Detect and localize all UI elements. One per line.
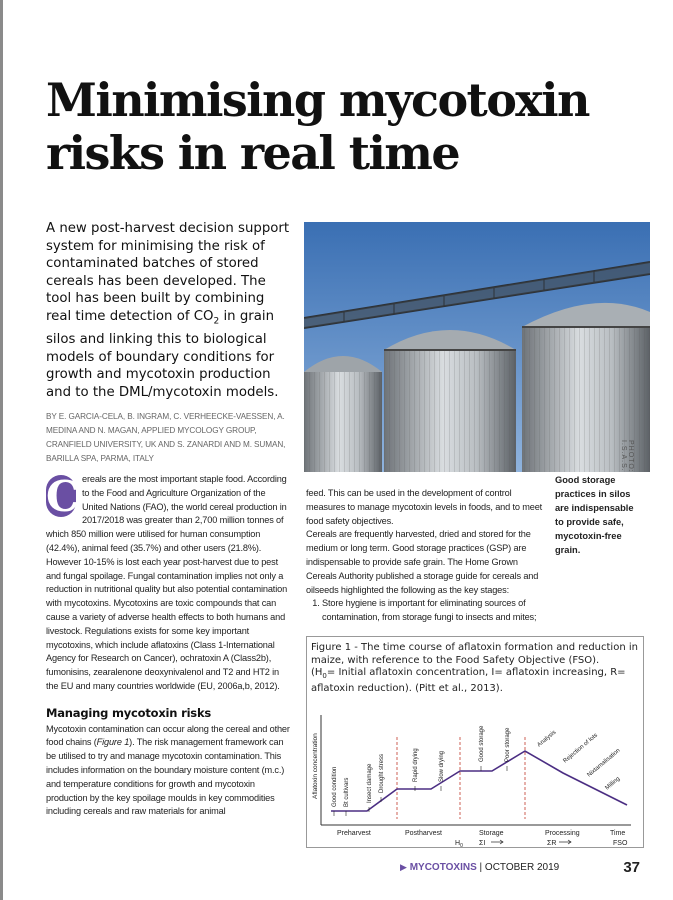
event-label: Good condition (332, 766, 338, 807)
body-paragraph-1: ereals are the most important staple food. According to the Food and Agriculture Organization of the United Nations (FAO), the world cereal production in 2017/2018 was greater than 2,700 million tonnes of which 850 million were utilised for human consumption (42.4%), animal feed (35.7%) and other users (21.8%). However 10-15% is lost each year post-harvest due to pest and fungal spoilage. Fungal contamination implies not only a reduction in nutritional quality but also potential contamination with mycotoxins. Mycotoxins are toxic compounds that can cause a variety of adverse health effects to both humans and livestock. Regulations exists for some key important mycotoxins, which include aflatoxins (Class 1-International Agency for Research on Cancer), ochratoxin A (Class2b), fumonisins, zearalenone deoxynivalenol and T2 and HT2 in the EU and many countries worldwide (EU, 2006a,b, 2012). (46, 474, 288, 691)
figure-reference: Figure 1 (96, 737, 130, 748)
intro-text-cont: in grain silos and linking this to biological models of boundary conditions for growth and mycotoxin production and to the DML/mycotoxin models. (46, 308, 279, 400)
list-item: 1. Store hygiene is important for eliminating sources of contamination, from storage fungi to insects and mites; (322, 597, 550, 625)
figure-1 (306, 636, 644, 848)
event-label: Insect damage (367, 763, 373, 803)
body-paragraph-3: feed. This can be used in the development of control measures to manage mycotoxin levels in foods, and to meet food safety objectives. (306, 488, 543, 526)
event-label: Rapid drying (413, 748, 419, 782)
sum-i-label: ΣI (479, 840, 486, 847)
event-label: Slow drying (439, 750, 445, 782)
section-heading: Managing mycotoxin risks (46, 705, 212, 720)
event-label: Poor storage (505, 727, 511, 762)
caption-text: (H (311, 667, 323, 679)
event-label: Drought stress (379, 753, 385, 793)
p2-text-cont: ). The risk management framework can be utilised to try and manage mycotoxin contamination. This includes information on the boundary moisture content (m.c.) and temperature conditions for growth and mycotoxin production by the key spoilage moulds in key commodities including cereals and raw materials for animal (46, 737, 285, 817)
figure-caption (307, 637, 643, 695)
issue-date: OCTOBER 2019 (484, 862, 560, 873)
sum-r-label: ΣR (547, 840, 557, 847)
p2-text: Mycotoxin contamination can occur along the cereal and other food chains ( (46, 723, 290, 748)
magazine-section: MYCOTOXINS (409, 862, 477, 873)
column-1 (46, 473, 290, 819)
key-stages-list (306, 597, 550, 625)
fso-label: FSO (613, 840, 628, 847)
page-edge-bar (0, 0, 3, 900)
body-paragraph-2 (46, 723, 290, 820)
page-number: 37 (623, 859, 640, 876)
caption-line-1: Figure 1 - The time course of aflatoxin formation and reduction in maize, with reference to the Food Safety Objective (FSO). (311, 642, 638, 666)
caption-text-cont: = Initial aflatoxin concentration, I= aflatoxin increasing, R= aflatoxin reduction). (Pitt et al., 2013). (311, 667, 626, 694)
stage-label: Processing (545, 830, 580, 837)
stage-label: Preharvest (337, 830, 371, 837)
silo-illustration (304, 222, 650, 472)
silo-photo (304, 222, 650, 472)
article-intro (46, 220, 292, 402)
triangle-icon: ▶ (400, 862, 407, 872)
event-label: Milling (604, 775, 622, 792)
drop-cap: C (46, 472, 80, 521)
article-title (46, 74, 646, 180)
event-label: Rejection of lots (562, 732, 599, 765)
h0-label: $H_0$ (455, 840, 463, 847)
caption-subscript: 0 (322, 672, 327, 681)
y-axis-label: Aflatoxin concentration (312, 733, 319, 799)
event-label: Nixtamalisation (586, 747, 622, 779)
column-2 (306, 487, 550, 625)
stage-label: Postharvest (405, 830, 442, 837)
stage-label: Storage (479, 830, 504, 837)
title-line-1: Minimising mycotoxin (46, 73, 589, 127)
footer-separator: | (479, 862, 485, 873)
author-byline: BY E. GARCIA-CELA, B. INGRAM, C. VERHEECKE-VAESSEN, A. MEDINA AND N. MAGAN, APPLIED MYCOLOGY GROUP, CRANFIELD UNIVERSITY, UK AND S. ZANARDI AND M. SUMAN, BARILLA SPA, PARMA, ITALY (46, 412, 286, 463)
page-footer (400, 859, 640, 876)
intro-subscript: 2 (213, 316, 220, 327)
event-label: Good storage (479, 725, 485, 762)
aflatoxin-diagram (307, 707, 643, 847)
stage-label: Time (610, 830, 626, 837)
event-label: Bt cultivars (344, 777, 350, 807)
body-paragraph-4: Cereals are frequently harvested, dried and stored for the medium or long term. Good storage practices (GSP) are indispensable to provide safe grain. The Home Grown Cereals Authority published a storage guide for cereals and oilseeds highlighted the following as the key stages: (306, 529, 539, 595)
photo-credit: PHOTO: I.S.A.S. (620, 440, 634, 473)
event-label: Analysis (536, 729, 558, 749)
caption-line-2 (311, 667, 638, 695)
pull-quote: Good storage practices in silos are indispensable to provide safe, mycotoxin-free grain. (555, 475, 634, 555)
intro-text: A new post-harvest decision support system for minimising the risk of contaminated batches of stored cereals has been developed. The tool has been built by combining real time detection of CO (46, 221, 290, 324)
title-line-2: risks in real time (46, 126, 459, 180)
